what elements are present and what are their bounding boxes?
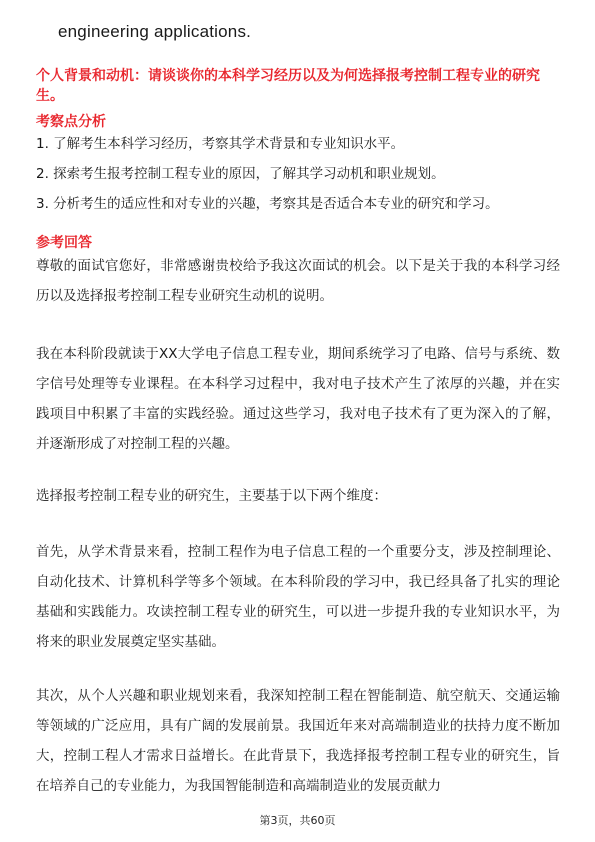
answer-paragraph: 我在本科阶段就读于XX大学电子信息工程专业，期间系统学习了电路、信号与系统、数字信号处理等专业课程。在本科学习过程中，我对电子技术产生了浓厚的兴趣，并在实践项目中积累了丰富的实践经验。通过这些学习，我对电子技术有了更为深入的了解，并逐渐形成了对控制工程的兴趣。 (36, 346, 560, 452)
continuation-text: engineering applications. (58, 22, 252, 41)
answer-paragraph: 首先，从学术背景来看，控制工程作为电子信息工程的一个重要分支，涉及控制理论、自动化技术、计算机科学等多个领域。在本科阶段的学习中，我已经具备了扎实的理论基础和实践能力。攻读控制工程专业的研究生，可以进一步提升我的专业知识水平，为将来的职业发展奠定坚实基础。 (36, 544, 560, 650)
page-number-footer: 第3页，共60页 (259, 814, 336, 827)
answer-paragraph: 尊敬的面试官您好，非常感谢贵校给予我这次面试的机会。以下是关于我的本科学习经历以及选择报考控制工程专业研究生动机的说明。 (36, 258, 560, 304)
analysis-heading: 考察点分析 (36, 114, 106, 130)
analysis-point: 3. 分析考生的适应性和对专业的兴趣，考察其是否适合本专业的研究和学习。 (36, 196, 499, 212)
analysis-point: 1. 了解考生本科学习经历，考察其学术背景和专业知识水平。 (36, 136, 405, 152)
answer-heading: 参考回答 (36, 235, 92, 251)
question-heading: 个人背景和动机：请谈谈你的本科学习经历以及为何选择报考控制工程专业的研究生。 (36, 68, 540, 104)
analysis-point: 2. 探索考生报考控制工程专业的原因，了解其学习动机和职业规划。 (36, 166, 445, 182)
answer-paragraph: 选择报考控制工程专业的研究生，主要基于以下两个维度： (36, 488, 387, 504)
answer-paragraph: 其次，从个人兴趣和职业规划来看，我深知控制工程在智能制造、航空航天、交通运输等领域的广泛应用，具有广阔的发展前景。我国近年来对高端制造业的扶持力度不断加大，控制工程人才需求日益增长。在此背景下，我选择报考控制工程专业的研究生，旨在培养自己的专业能力，为我国智能制造和高端制造业的发展贡献力 (36, 688, 560, 794)
